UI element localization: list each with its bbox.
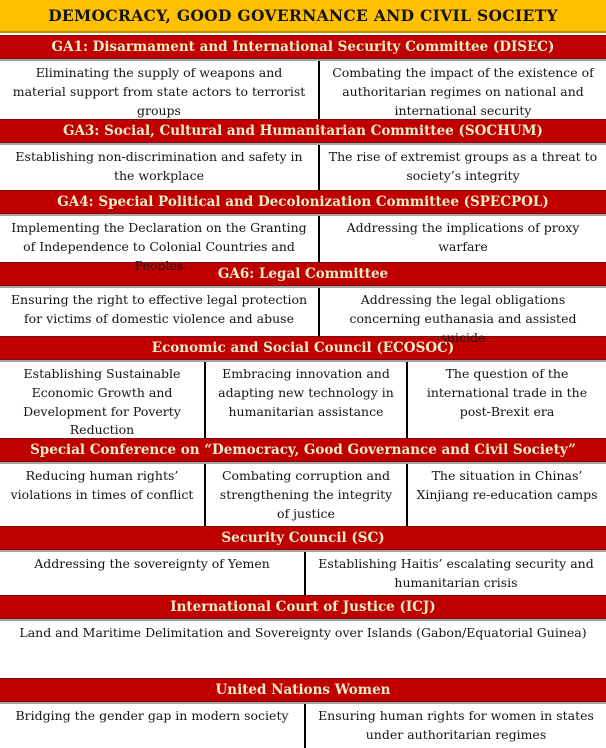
topic-row-ecosoc — [0, 362, 606, 438]
topic-cell: The question of the international trade in the post-Brexit era — [406, 362, 606, 438]
committee-header-un-women: United Nations Women — [0, 678, 606, 702]
topic-cell: The rise of extremist groups as a threat to society’s integrity — [318, 145, 606, 190]
committee-header-legal: GA6: Legal Committee — [0, 262, 606, 286]
topic-cell: Implementing the Declaration on the Granting of Independence to Colonial Countries and Peoples — [11, 220, 307, 273]
topic-row-special-conference — [0, 464, 606, 526]
topic-cell: Combating the impact of the existence of authoritarian regimes on national and international security — [318, 61, 606, 119]
topic-cell: Combating corruption and strengthening the integrity of justice — [204, 464, 406, 526]
section-gap — [0, 660, 606, 678]
topic-cell: Land and Maritime Delimitation and Sovereignty over Islands (Gabon/Equatorial Guinea) — [19, 625, 587, 640]
topic-cell: Establishing Haitis’ escalating security and humanitarian crisis — [304, 552, 606, 595]
committee-header-icj: International Court of Justice (ICJ) — [0, 595, 606, 619]
topic-cell: Addressing the implications of proxy warfare — [318, 216, 606, 262]
topic-row-disec — [0, 61, 606, 119]
topic-cell: The situation in Chinas’ Xinjiang re-education camps — [406, 464, 606, 526]
committee-header-special-conference: Special Conference on “Democracy, Good Governance and Civil Society” — [0, 438, 606, 462]
topic-cell: Ensuring human rights for women in states under authoritarian regimes — [304, 704, 606, 748]
topic-cell: Embracing innovation and adapting new technology in humanitarian assistance — [204, 362, 406, 438]
topic-row-sochum — [0, 145, 606, 190]
topic-cell: Addressing the legal obligations concerning euthanasia and assisted suicide — [318, 288, 606, 336]
topic-cell: Eliminating the supply of weapons and material support from state actors to terrorist groups — [12, 65, 306, 118]
page-title: DEMOCRACY, GOOD GOVERNANCE AND CIVIL SOCIETY — [0, 0, 606, 33]
committee-header-sochum: GA3: Social, Cultural and Humanitarian Committee (SOCHUM) — [0, 119, 606, 143]
topic-row-specpol — [0, 216, 606, 273]
topic-cell: Establishing non-discrimination and safety in the workplace — [15, 149, 303, 183]
committee-header-security-council: Security Council (SC) — [0, 526, 606, 550]
topic-cell: Reducing human rights’ violations in times of conflict — [10, 468, 194, 502]
topic-row-legal — [0, 288, 606, 345]
topic-cell: Addressing the sovereignty of Yemen — [34, 556, 270, 571]
topic-row-security-council — [0, 552, 606, 595]
topic-row-icj — [0, 621, 606, 660]
topic-cell: Establishing Sustainable Economic Growth and Development for Poverty Reduction — [23, 366, 181, 438]
committee-header-ecosoc: Economic and Social Council (ECOSOC) — [0, 336, 606, 360]
topic-row-un-women — [0, 704, 606, 748]
topic-cell: Bridging the gender gap in modern society — [15, 708, 289, 723]
committee-header-disec: GA1: Disarmament and International Security Committee (DISEC) — [0, 35, 606, 59]
committee-header-specpol: GA4: Special Political and Decolonization Committee (SPECPOL) — [0, 190, 606, 214]
topic-cell: Ensuring the right to effective legal protection for victims of domestic violence and abuse — [10, 292, 308, 326]
